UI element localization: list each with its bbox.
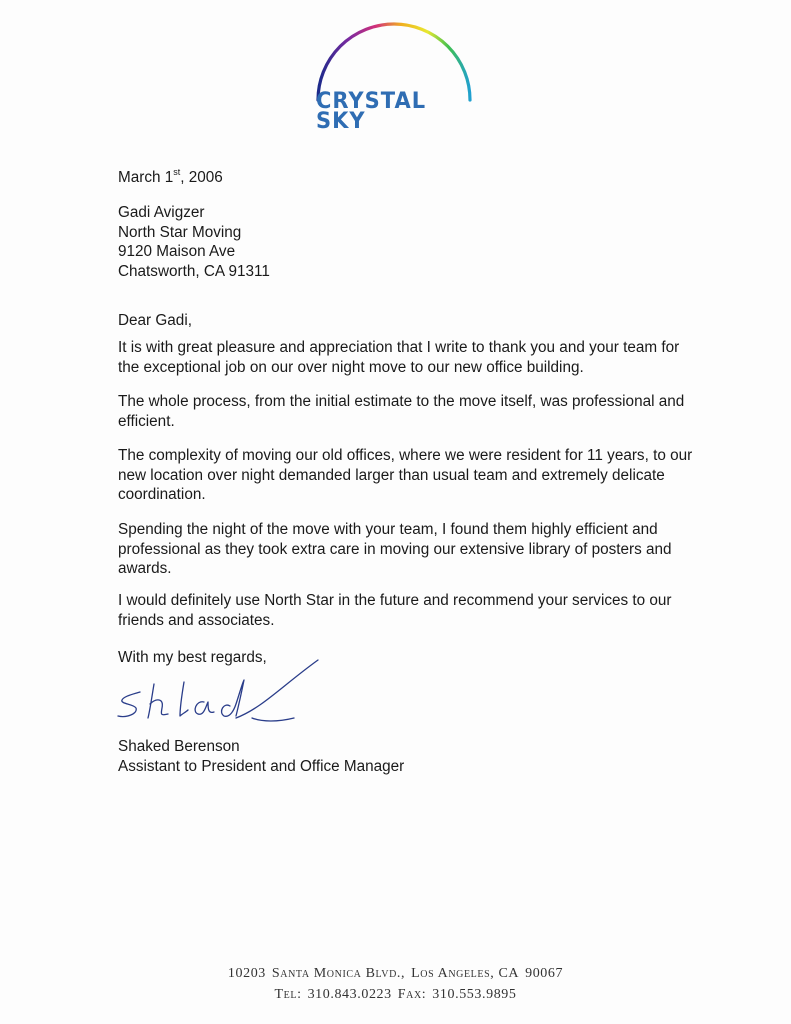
- salutation: Dear Gadi,: [118, 312, 192, 329]
- footer-address: [0, 966, 791, 982]
- signer-block: [118, 737, 404, 776]
- footer-street-number: 10203: [227, 966, 266, 981]
- footer-zip: 90067: [525, 966, 564, 981]
- recipient-address: [118, 203, 270, 281]
- footer-contact: [0, 987, 791, 1003]
- signer-title: Assistant to President and Office Manager: [118, 757, 405, 775]
- closing: With my best regards,: [118, 649, 267, 666]
- company-logo: [308, 14, 478, 134]
- body-paragraph: It is with great pleasure and appreciation that I write to thank you and your team for the exceptional job on our over night move to our new office building.: [118, 339, 680, 376]
- footer-fax: 310.553.9895: [432, 987, 517, 1002]
- date-day: March 1: [118, 169, 174, 187]
- signer-name: Shaked Berenson: [118, 738, 240, 755]
- date-suffix: st: [173, 167, 181, 177]
- logo-line-sky: SKY: [316, 107, 366, 134]
- recipient-street: 9120 Maison Ave: [118, 243, 236, 260]
- body-paragraph: The complexity of moving our old offices, where we were resident for 11 years, to our new location over night demanded larger than usual team and extremely delicate coordination.: [118, 447, 693, 503]
- logo-line-crystal: CRYSTAL: [316, 87, 427, 114]
- footer-tel: 310.843.0223: [307, 987, 392, 1002]
- body-paragraph: Spending the night of the move with your team, I found them highly efficient and professional as they took extra care in moving our extensive library of posters and awards.: [118, 521, 672, 577]
- letter-date: [118, 164, 223, 188]
- recipient-company: North Star Moving: [118, 223, 242, 241]
- footer-street-name: Santa Monica Blvd.,: [271, 966, 406, 981]
- date-year: , 2006: [180, 169, 223, 187]
- recipient-name: Gadi Avigzer: [118, 204, 205, 221]
- body-paragraph: I would definitely use North Star in the future and recommend your services to our friends and associates.: [118, 592, 672, 629]
- body-paragraph: The whole process, from the initial estimate to the move itself, was professional and efficient.: [118, 393, 685, 430]
- footer-fax-label: Fax:: [397, 987, 427, 1002]
- recipient-city: Chatsworth, CA 91311: [118, 262, 270, 280]
- handwritten-signature: [112, 656, 327, 734]
- logo-wordmark: [316, 87, 427, 134]
- footer-tel-label: Tel:: [274, 987, 302, 1002]
- footer-city: Los Angeles, CA: [411, 966, 520, 981]
